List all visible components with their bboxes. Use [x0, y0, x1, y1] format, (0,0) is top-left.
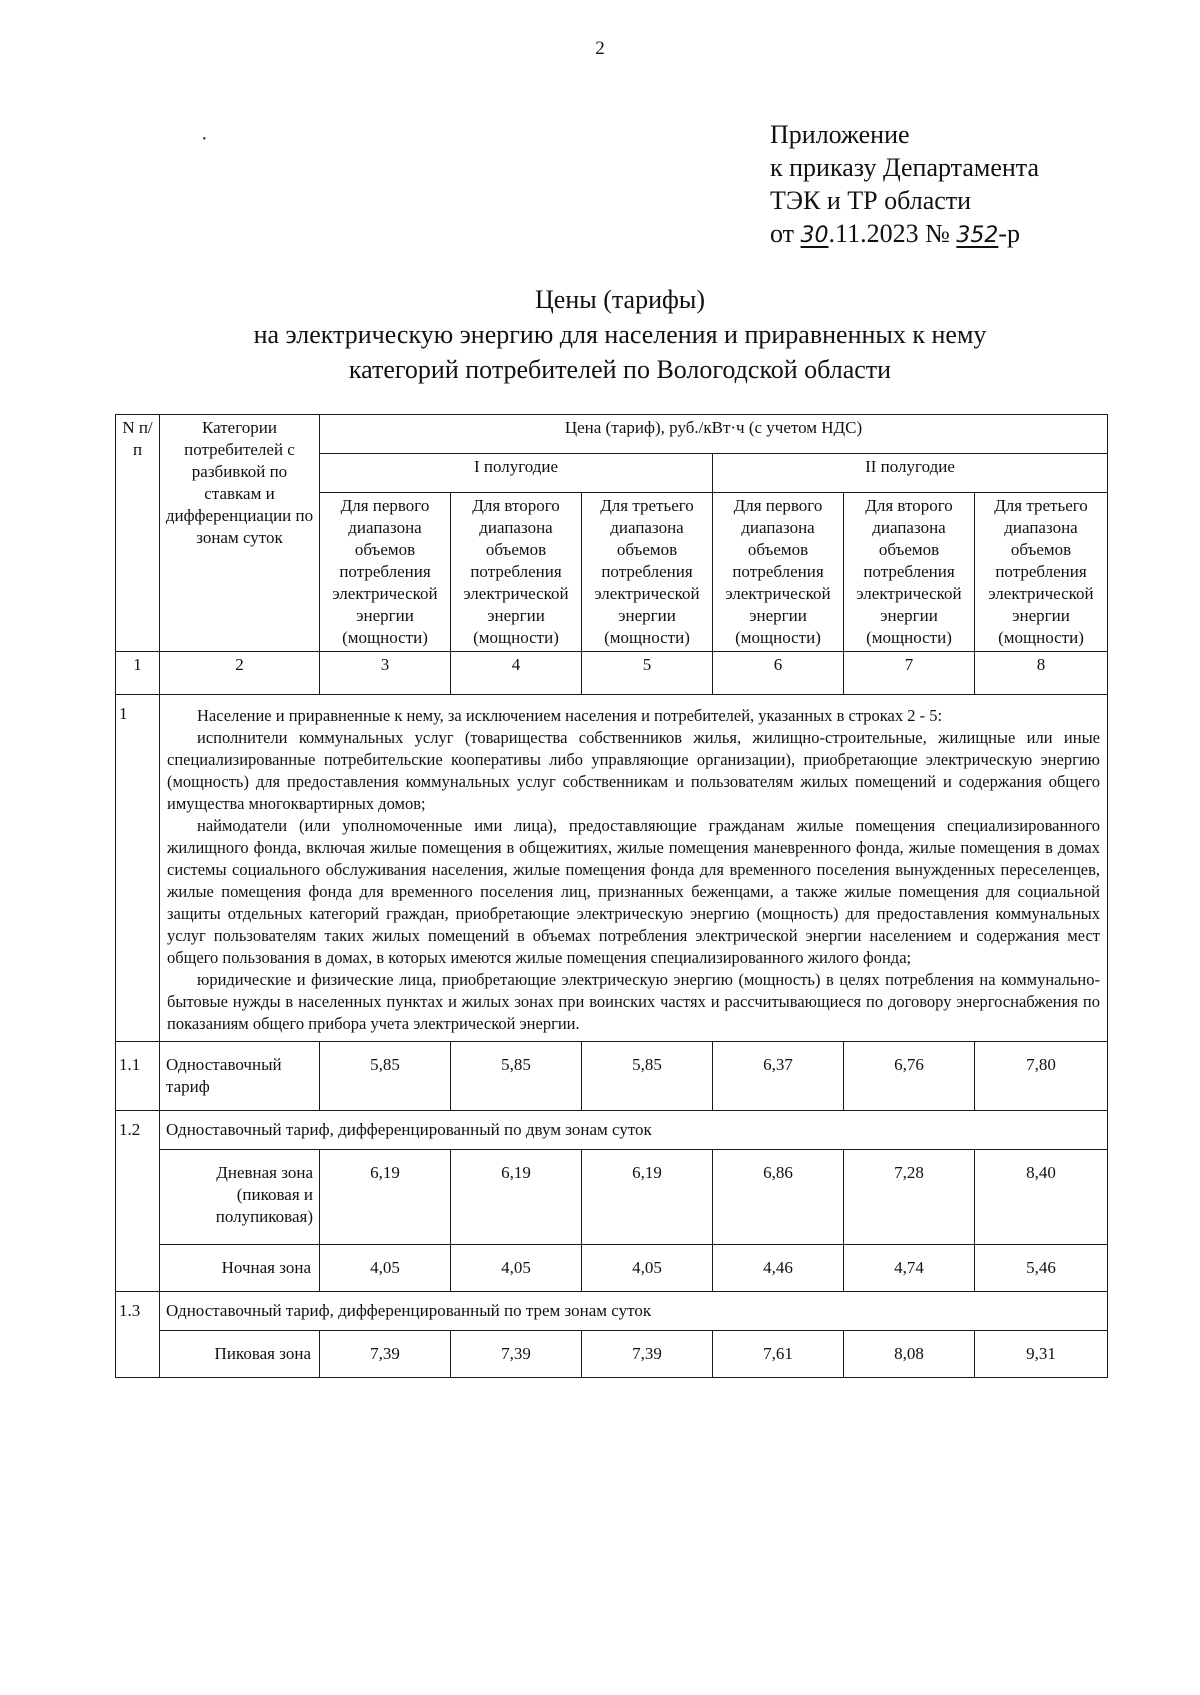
section-1-paragraph-4: юридические и физические лица, приобретающие электрическую энергию (мощность) в целях потребления на коммунально-бытовые нужды в населенных пунктах и жилых зонах при воинских частях и рассчитывающиеся по договору энергоснабжения по показаниям общего прибора учета электрической энергии.: [167, 970, 1100, 1033]
row-1-2-night: [116, 1245, 1108, 1292]
page-number: 2: [595, 38, 605, 59]
row-1-1-value-6: 7,80: [975, 1042, 1108, 1111]
row-1-2-day: [116, 1150, 1108, 1245]
row-1-1-value-4: 6,37: [713, 1042, 844, 1111]
header-half-1: I полугодие: [320, 454, 713, 493]
row-1-1-value-3: 5,85: [582, 1042, 713, 1111]
appendix-line-3: ТЭК и ТР области: [770, 186, 972, 215]
section-1-paragraph-1: Население и приравненные к нему, за исключением населения и потребителей, указанных в строках 2 - 5:: [197, 706, 943, 725]
row-1-3-label: Одноставочный тариф, дифференцированный по трем зонам суток: [160, 1292, 1108, 1331]
col-num-3: 3: [320, 652, 451, 695]
row-1-1-label: Одноставочный тариф: [160, 1042, 320, 1111]
row-1-1-num: 1.1: [116, 1042, 160, 1111]
header-num: N п/п: [116, 415, 160, 652]
appendix-block: [770, 118, 1039, 252]
date-prefix: от: [770, 219, 801, 248]
header-band-4: Для первого диапазона объемов потребления электрической энергии (мощности): [713, 493, 844, 652]
row-1-3-peak-value-2: 7,39: [451, 1331, 582, 1378]
header-category: Категории потребителей с разбивкой по ставкам и дифференциации по зонам суток: [160, 415, 320, 652]
col-num-8: 8: [975, 652, 1108, 695]
row-1-2-day-value-2: 6,19: [451, 1150, 582, 1245]
row-1-2-header: [116, 1111, 1108, 1150]
date-day: 30: [800, 223, 829, 248]
tariff-table: [115, 414, 1108, 1378]
stray-dot: ·: [201, 128, 208, 150]
section-1-description: [160, 695, 1108, 1042]
col-num-2: 2: [160, 652, 320, 695]
appendix-line-2: к приказу Департамента: [770, 153, 1040, 182]
row-1-1-value-2: 5,85: [451, 1042, 582, 1111]
section-1-paragraph-3: наймодатели (или уполномоченные ими лица), предоставляющие гражданам жилые помещения специализированного жилищного фонда, включая жилые помещения в общежитиях, жилые помещения маневренного фонда, жилые помещения в домах системы социального обслуживания населения, жилые помещения фонда для временного поселения вынужденных переселенцев, жилые помещения фонда для временного поселения лиц, признанных беженцами, а также жилые помещения для социальной защиты отдельных категорий граждан, приобретающие электрическую энергию (мощность) для предоставления коммунальных услуг пользователям таких жилых помещений в объемах потребления электрической энергии населением и содержания мест общего пользования в домах, в которых имеются жилые помещения специализированного жилого фонда;: [167, 816, 1100, 967]
date-rest: .11.2023 №: [828, 219, 957, 248]
header-half-2: II полугодие: [713, 454, 1108, 493]
column-numbers-row: [116, 652, 1108, 695]
row-1-2-night-value-1: 4,05: [320, 1245, 451, 1292]
row-1-3-num: 1.3: [116, 1292, 160, 1378]
col-num-7: 7: [844, 652, 975, 695]
header-band-5: Для второго диапазона объемов потребления электрической энергии (мощности): [844, 493, 975, 652]
row-1-2-night-value-2: 4,05: [451, 1245, 582, 1292]
row-1-2-night-value-4: 4,46: [713, 1245, 844, 1292]
row-1-2-num: 1.2: [116, 1111, 160, 1292]
title-line-3: категорий потребителей по Вологодской области: [348, 355, 892, 384]
section-1-row: [116, 695, 1108, 1042]
header-price: Цена (тариф), руб./кВт·ч (с учетом НДС): [320, 415, 1108, 454]
day-zone-label: Дневная зона (пиковая и полупиковая): [215, 1163, 313, 1226]
row-1-3-peak-value-1: 7,39: [320, 1331, 451, 1378]
title-line-2: на электрическую энергию для населения и приравненных к нему: [253, 320, 987, 349]
row-1-2-day-value-5: 7,28: [844, 1150, 975, 1245]
row-1-2-night-value-6: 5,46: [975, 1245, 1108, 1292]
section-1-num: 1: [116, 695, 160, 1042]
appendix-line-1: Приложение: [770, 120, 910, 149]
row-1-3-peak-label: Пиковая зона: [160, 1331, 320, 1378]
row-1-3-peak-value-3: 7,39: [582, 1331, 713, 1378]
row-1-3-peak-value-6: 9,31: [975, 1331, 1108, 1378]
row-1-2-day-value-6: 8,40: [975, 1150, 1108, 1245]
header-band-1: Для первого диапазона объемов потребления электрической энергии (мощности): [320, 493, 451, 652]
row-1-2-label: Одноставочный тариф, дифференцированный по двум зонам суток: [160, 1111, 1108, 1150]
row-1-2-day-value-4: 6,86: [713, 1150, 844, 1245]
title-line-1: Цены (тарифы): [535, 285, 705, 314]
col-num-6: 6: [713, 652, 844, 695]
row-1-3-peak-value-4: 7,61: [713, 1331, 844, 1378]
row-1-3-header: [116, 1292, 1108, 1331]
col-num-1: 1: [116, 652, 160, 695]
header-band-6: Для третьего диапазона объемов потребления электрической энергии (мощности): [975, 493, 1108, 652]
document-title: [0, 282, 1200, 387]
row-1-2-night-value-5: 4,74: [844, 1245, 975, 1292]
section-1-paragraph-2: исполнители коммунальных услуг (товарищества собственников жилья, жилищно-строительные, жилищные или иные специализированные потребительские кооперативы либо управляющие организации), приобретающие электрическую энергию (мощность) для предоставления коммунальных услуг собственникам и пользователям жилых помещений и содержания общего имущества многоквартирных домов;: [167, 728, 1100, 813]
header-band-3: Для третьего диапазона объемов потребления электрической энергии (мощности): [582, 493, 713, 652]
row-1-1-value-1: 5,85: [320, 1042, 451, 1111]
order-number: 352: [956, 223, 999, 248]
col-num-4: 4: [451, 652, 582, 695]
row-1-1-value-5: 6,76: [844, 1042, 975, 1111]
row-1-2-day-value-1: 6,19: [320, 1150, 451, 1245]
row-1-3-peak-value-5: 8,08: [844, 1331, 975, 1378]
row-1-2-night-label: Ночная зона: [160, 1245, 320, 1292]
row-1-2-day-value-3: 6,19: [582, 1150, 713, 1245]
number-suffix: -р: [998, 219, 1021, 248]
header-band-2: Для второго диапазона объемов потребления электрической энергии (мощности): [451, 493, 582, 652]
col-num-5: 5: [582, 652, 713, 695]
row-1-2-night-value-3: 4,05: [582, 1245, 713, 1292]
appendix-date-line: [770, 217, 1039, 252]
row-1-3-peak: [116, 1331, 1108, 1378]
header-row-1: [116, 415, 1108, 454]
row-1-1: [116, 1042, 1108, 1111]
row-1-2-day-label: [160, 1150, 320, 1245]
